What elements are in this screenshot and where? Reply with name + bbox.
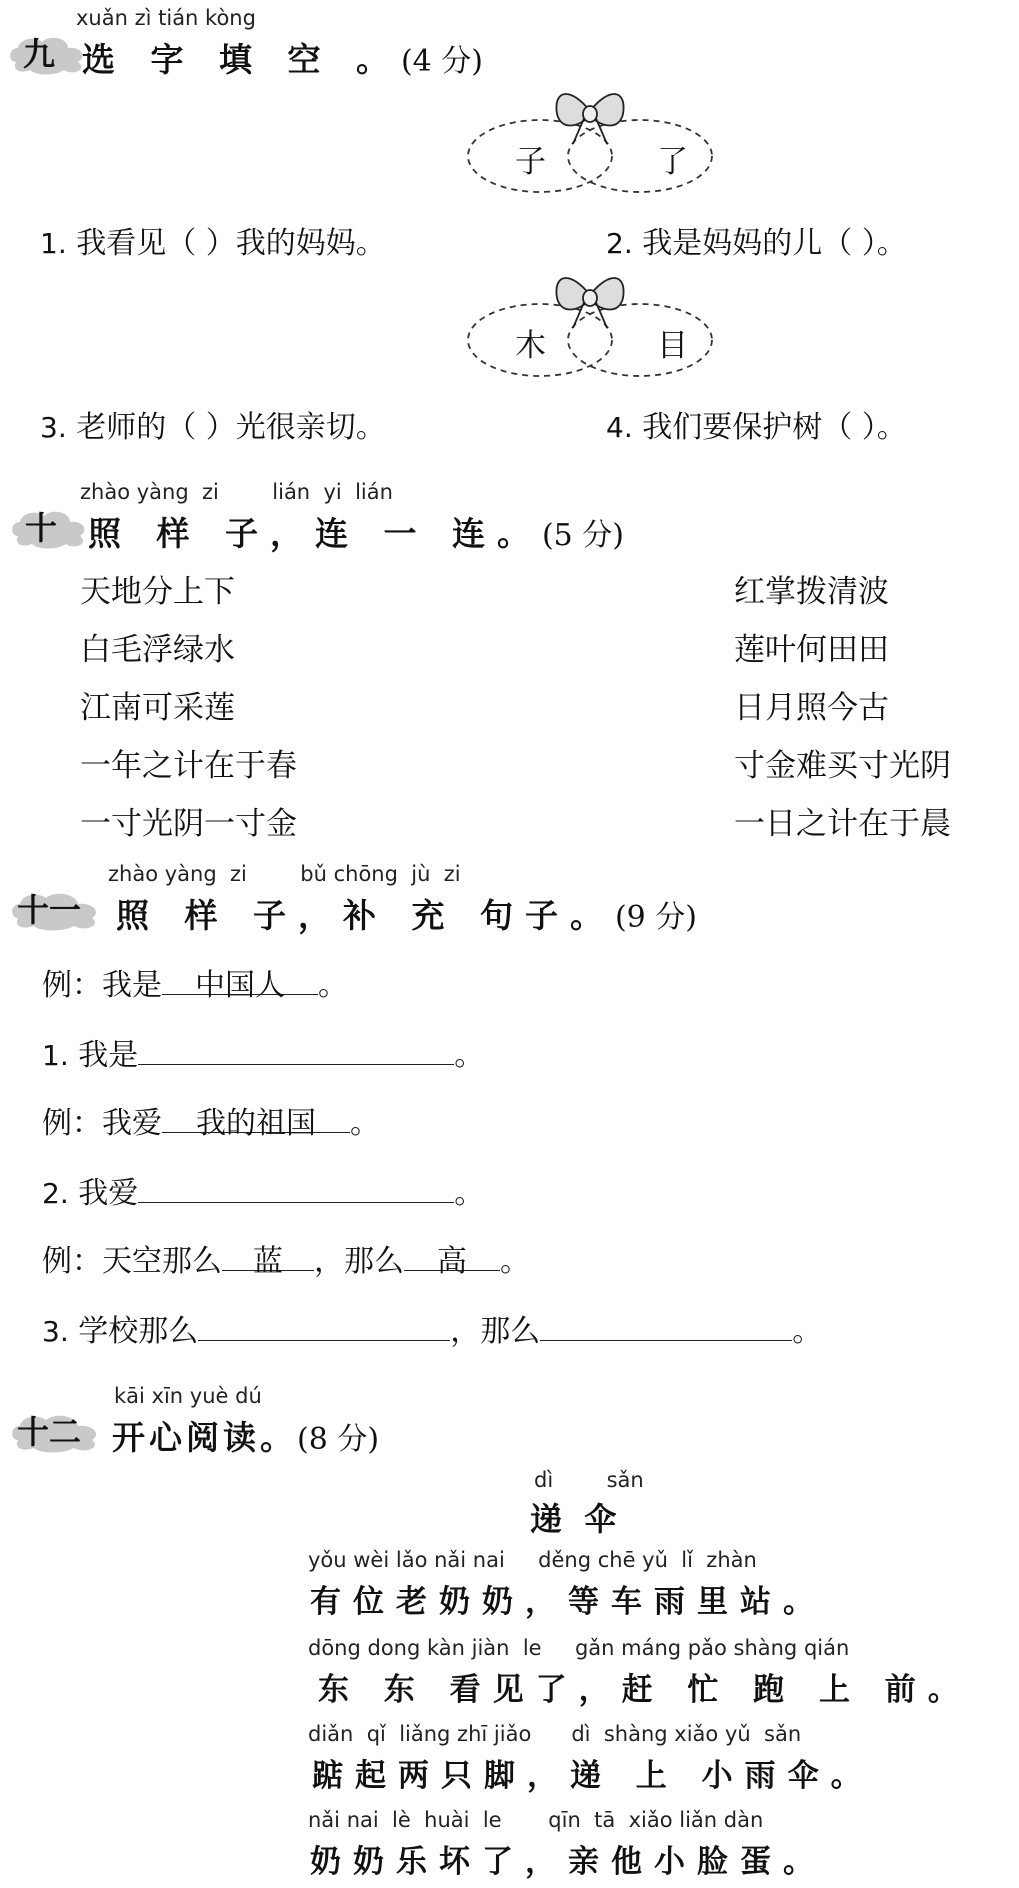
sec11-q1: 1. 我是 。 [42,1030,484,1074]
match-left-5[interactable]: 一寸光阴一寸金 [80,806,297,842]
sec9-q3: 3. 老师的（ ）光很亲切。 [40,410,386,445]
sec10-badge [10,506,96,550]
match-left-3[interactable]: 江南可采莲 [80,690,235,726]
char-choice-group-2 [465,270,715,380]
poem-title: 递 伞 [530,1500,617,1538]
char-option-mu: 木 [515,328,546,364]
example-fill-2: 我的祖国 [162,1098,350,1133]
sec9-pinyin: xuǎn zì tián kòng [76,6,256,30]
char-choice-group-1 [465,86,715,196]
match-left-2[interactable]: 白毛浮绿水 [80,632,235,668]
match-right-5[interactable]: 一日之计在于晨 [734,806,951,842]
poem-line-4: 奶奶乐坏了，亲他小脸蛋。 [310,1844,826,1880]
poem-line-3-pinyin: diǎn qǐ liǎng zhī jiǎo dì shàng xiǎo yǔ sǎn [308,1722,802,1746]
match-right-3[interactable]: 日月照今古 [734,690,889,726]
answer-blank-3b[interactable] [540,1306,792,1341]
char-option-le: 了 [657,144,688,180]
sec12-badge [10,1410,96,1454]
sec12-title: 开心阅读。(8 分) [112,1418,380,1457]
sec12-score: (8 分) [297,1422,380,1457]
sec11-number: 十一 [16,891,81,929]
sec12-pinyin: kāi xīn yuè dú [114,1384,262,1408]
sec9-q2: 2. 我是妈妈的儿（ ）。 [606,226,907,261]
example-fill-1: 中国人 [162,960,318,995]
poem-line-3: 踮起两只脚，递 上 小雨伞。 [312,1758,874,1794]
poem-line-2: 东 东 看见了，赶 忙 跑 上 前。 [318,1672,971,1708]
poem-line-2-pinyin: dōng dong kàn jiàn le gǎn máng pǎo shàng qián [308,1636,850,1660]
sec10-title: 照 样 子，连 一 连。(5 分) [88,514,624,553]
answer-blank-2[interactable] [138,1168,454,1203]
poem-line-1: 有位老奶奶，等车雨里站。 [310,1584,826,1620]
sec9-number: 九 [22,35,55,73]
sec11-score: (9 分) [614,900,697,935]
sec10-pinyin: zhào yàng zi lián yi lián [80,480,393,504]
sec9-q1: 1. 我看见（ ）我的妈妈。 [40,226,386,261]
sec10-score: (5 分) [541,518,624,553]
example-fill-3a: 蓝 [222,1236,314,1271]
sec11-example-3: 例：天空那么 蓝 ，那么 高 。 [42,1236,530,1280]
sec11-q2: 2. 我爱 。 [42,1168,484,1212]
sec11-title: 照 样 子，补 充 句子。(9 分) [116,896,697,935]
sec11-example-2: 例：我爱 我的祖国 。 [42,1098,380,1142]
sec11-badge [10,888,96,932]
sec11-pinyin: zhào yàng zi bǔ chōng jù zi [108,862,461,886]
sec9-score: (4 分) [400,44,483,79]
match-left-1[interactable]: 天地分上下 [80,574,235,610]
poem-line-4-pinyin: nǎi nai lè huài le qīn tā xiǎo liǎn dàn [308,1808,764,1832]
sec10-number: 十 [24,509,57,547]
example-fill-3b: 高 [404,1236,500,1271]
match-right-2[interactable]: 莲叶何田田 [734,632,889,668]
match-right-1[interactable]: 红掌拨清波 [734,574,889,610]
sec12-number: 十二 [16,1413,81,1451]
match-right-4[interactable]: 寸金难买寸光阴 [734,748,951,784]
char-option-mu-eye: 目 [657,328,688,364]
answer-blank-1[interactable] [138,1030,454,1065]
char-option-zi: 子 [515,144,546,180]
sec11-q3: 3. 学校那么 ，那么 。 [42,1306,822,1350]
sec9-q4: 4. 我们要保护树（ ）。 [606,410,907,445]
poem-title-pinyin: dì sǎn [534,1468,644,1492]
poem-line-1-pinyin: yǒu wèi lǎo nǎi nai děng chē yǔ lǐ zhàn [308,1548,757,1572]
sec11-example-1: 例：我是 中国人 。 [42,960,348,1004]
answer-blank-3a[interactable] [198,1306,450,1341]
match-left-4[interactable]: 一年之计在于春 [80,748,297,784]
sec9-title: 选 字 填 空 。(4 分) [82,40,483,79]
